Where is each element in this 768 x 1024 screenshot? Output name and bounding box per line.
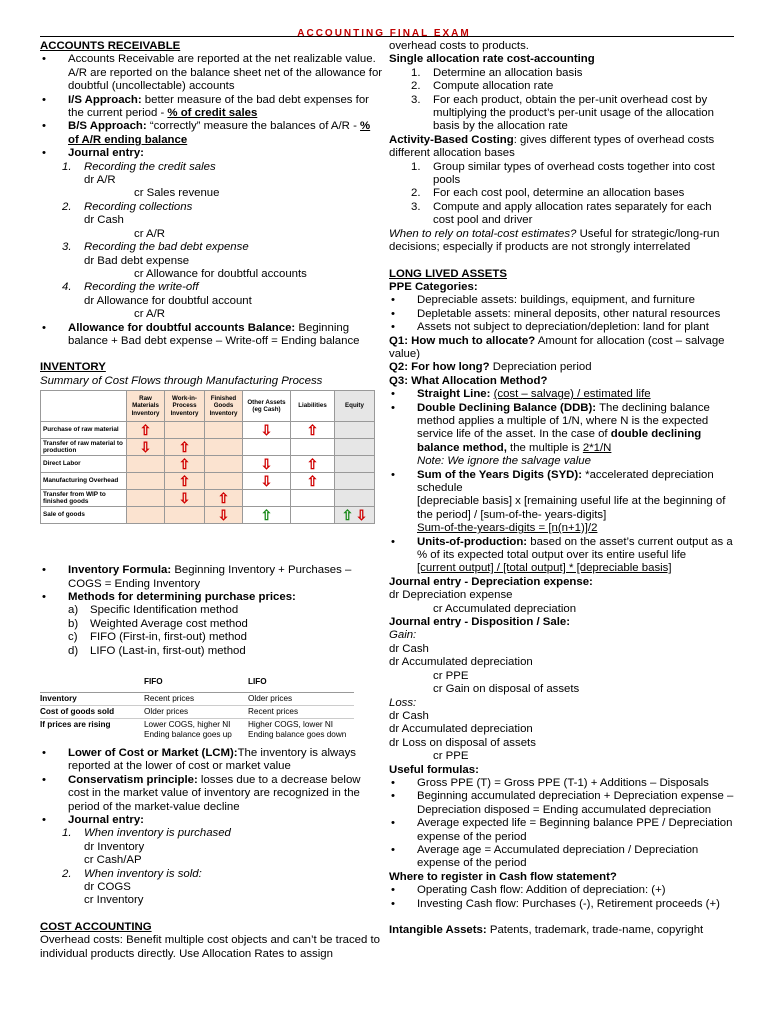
list-item: • Assets not subject to depreciation/depletion: land for plant — [389, 321, 734, 334]
down-arrow-icon: ⇩ — [217, 507, 230, 524]
down-arrow-icon: ⇩ — [178, 490, 191, 507]
table-cell — [165, 473, 205, 490]
ppe-heading: PPE Categories: — [389, 280, 478, 293]
table-row — [41, 490, 375, 507]
table-cell — [127, 473, 165, 490]
long-lived-assets-heading: LONG LIVED ASSETS — [389, 267, 507, 280]
down-arrow-icon: ⇩ — [139, 439, 152, 456]
table-cell — [127, 507, 165, 524]
step-item: 2. Compute allocation rate — [411, 80, 554, 93]
inventory-heading: INVENTORY — [40, 361, 106, 374]
inventory-bullet: • Methods for determining purchase prices: a) Specific Identification method b) Weighted Average cost method c) FIFO (First-in, first-out) method d) LIFO (Last-in, first-out) method — [40, 591, 383, 658]
table-cell — [243, 422, 291, 439]
table-row: If prices are rising Lower COGS, higher NI Ending balance goes up Higher COGS, lower NI Ending balance goes down — [40, 720, 347, 739]
up-arrow-icon: ⇧ — [306, 473, 319, 490]
ar-bullets — [40, 53, 383, 348]
ar-bullet: • I/S Approach: better measure of the bad debt expenses for the current period - % of credit sales — [40, 94, 383, 121]
intangible-assets: Intangible Assets: Patents, trademark, trade-name, copyright — [389, 924, 704, 936]
je-depreciation-heading: Journal entry - Depreciation expense: — [389, 575, 593, 588]
down-arrow-icon: ⇩ — [260, 473, 273, 490]
table-cell — [127, 456, 165, 473]
cost-continued: overhead costs to products. — [389, 40, 529, 52]
col-header: Liabilities — [291, 391, 335, 422]
method-item: b) Weighted Average cost method — [68, 617, 248, 630]
table-row — [41, 507, 375, 524]
fifo-lifo-table — [40, 676, 354, 741]
journal-entry: 3. Recording the bad debt expense dr Bad debt expense cr Allowance for doubtful accounts — [62, 241, 307, 280]
ar-bullet: • Allowance for doubtful accounts Balance: Beginning balance + Bad debt expense – Write-off = Ending balance — [40, 322, 383, 349]
ar-heading: ACCOUNTS RECEIVABLE — [40, 40, 181, 52]
table-cell — [335, 456, 375, 473]
table-cell — [205, 490, 243, 507]
cash-flow-heading: Where to register in Cash flow statement? — [389, 870, 617, 883]
inventory-bullet: • Conservatism principle: losses due to a decrease below cost in the market value of inventory are recognized in the period of the market-value decline — [40, 774, 383, 814]
table-row — [41, 439, 375, 456]
inventory-subtitle: Summary of Cost Flows through Manufacturing Process — [40, 374, 323, 387]
down-arrow-icon: ⇩ — [260, 422, 273, 439]
page-title: ACCOUNTING FINAL EXAM — [297, 28, 471, 39]
table-cell — [205, 456, 243, 473]
loss-label: Loss: — [389, 696, 417, 709]
up-arrow-icon: ⇧ — [306, 422, 319, 439]
table-row: Inventory Recent prices Older prices — [40, 693, 354, 706]
table-cell — [165, 456, 205, 473]
inventory-bullets-2 — [40, 747, 383, 908]
up-arrow-icon: ⇧ — [217, 490, 230, 507]
table-cell — [243, 473, 291, 490]
method-item: d) LIFO (Last-in, first-out) method — [68, 644, 246, 657]
q2: Q2: For how long? Depreciation period — [389, 361, 592, 374]
ar-bullet: • Accounts Receivable are reported at the net realizable value. A/R are reported on the balance sheet net of the allowance for doubtful (uncollectable) accounts — [40, 53, 383, 93]
green-up-arrow-icon: ⇧ — [260, 507, 273, 524]
down-arrow-icon: ⇩ — [260, 456, 273, 473]
up-arrow-icon: ⇧ — [178, 473, 191, 490]
list-item: • Units-of-production: based on the asset’s current output as a % of its expected total output over its entire useful life [current output] / [total output] * [depreciable basis] — [389, 536, 734, 576]
table-cell — [205, 473, 243, 490]
col-header: Work-in-Process Inventory — [165, 391, 205, 422]
col-header: Raw Materials Inventory — [127, 391, 165, 422]
q3: Q3: What Allocation Method? — [389, 374, 548, 387]
cost-accounting-text: Overhead costs: Benefit multiple cost objects and can’t be traced to individual products directly. Use Allocation Rates to assign — [40, 934, 381, 960]
cash-flow-list — [389, 884, 734, 911]
method-list — [68, 604, 383, 658]
list-item: • Operating Cash flow: Addition of depreciation: (+) — [389, 884, 734, 897]
col-header: Equity — [335, 391, 375, 422]
list-item: • Depreciable assets: buildings, equipment, and furniture — [389, 294, 734, 307]
step-item: 1. Determine an allocation basis — [411, 66, 583, 79]
journal-entry: 4. Recording the write-off dr Allowance for doubtful account cr A/R — [62, 281, 252, 321]
table-row — [41, 456, 375, 473]
cost-flow-table — [40, 390, 374, 560]
single-steps — [389, 67, 734, 134]
list-item: • Double Declining Balance (DDB): The declining balance method applies a multiple of 1/N, where N is the expected service life of the asset. In the case of double declining balance method, the multiple is 2*1/N Note: We ignore the salvage value — [389, 402, 734, 469]
list-item: • Sum of the Years Digits (SYD): *accelerated depreciation schedule [depreciable basis] x [remaining useful life at the beginning of the period] / [sum-of-the- years-digits] Sum-of-the-years-digits = [n(n+1)]/2 — [389, 469, 734, 536]
table-cell — [291, 439, 335, 456]
q1: Q1: How much to allocate? Amount for allocation (cost – salvage value) — [389, 334, 725, 360]
cost-flow-header-row — [41, 391, 375, 422]
formula-list — [389, 777, 734, 871]
table-row: Cost of goods sold Older prices Recent prices — [40, 706, 354, 719]
ar-journal-entries — [40, 161, 383, 322]
abc-paragraph: Activity-Based Costing: gives different types of overhead costs different allocation bases — [389, 133, 715, 160]
down-arrow-icon: ⇩ — [355, 507, 368, 524]
journal-entry: 1. When inventory is purchased dr Inventory cr Cash/AP — [62, 827, 231, 867]
table-cell — [165, 422, 205, 439]
step-item: 3. For each product, obtain the per-unit overhead cost by multiplying the product’s per-unit usage of the allocation basis by the allocation rate — [411, 93, 714, 133]
table-cell — [335, 439, 375, 456]
list-item: • Investing Cash flow: Purchases (-), Retirement proceeds (+) — [389, 898, 734, 911]
table-cell — [205, 507, 243, 524]
table-cell — [205, 439, 243, 456]
table-cell — [335, 490, 375, 507]
col-header: Finished Goods Inventory — [205, 391, 243, 422]
row-label: Transfer of raw material to production — [41, 439, 127, 456]
up-arrow-icon: ⇧ — [178, 456, 191, 473]
table-cell — [243, 507, 291, 524]
single-allocation-heading: Single allocation rate cost-accounting — [389, 53, 595, 66]
fifo-header: FIFO — [144, 676, 248, 693]
inventory-bullets — [40, 564, 383, 658]
table-cell — [291, 422, 335, 439]
ppe-list — [389, 294, 734, 334]
row-label: Sale of goods — [41, 507, 127, 524]
table-cell — [165, 507, 205, 524]
inventory-journal: • Journal entry: 1. When inventory is purchased dr Inventory cr Cash/AP 2. When inventory is sold: dr COGS cr Inventory — [40, 814, 383, 908]
table-cell — [335, 422, 375, 439]
cost-accounting-heading: COST ACCOUNTING — [40, 920, 152, 933]
table-cell — [127, 439, 165, 456]
ar-journal: • Journal entry: 1. Recording the credit sales dr A/R cr Sales revenue 2. Recording collections dr Cash cr A/R 3. Recording the bad debt expense dr Bad debt expense cr Allowance for doubtful accounts 4. Recording the write-off dr Allowance for doubtful account cr A/R — [40, 147, 383, 321]
green-up-arrow-icon: ⇧ — [341, 507, 354, 524]
list-item: • Straight Line: (cost – salvage) / estimated life — [389, 388, 734, 401]
up-arrow-icon: ⇧ — [178, 439, 191, 456]
list-item: • Average age = Accumulated depreciation / Depreciation expense of the period — [389, 844, 734, 871]
table-row — [41, 422, 375, 439]
left-column — [40, 40, 383, 961]
table-cell — [127, 422, 165, 439]
up-arrow-icon: ⇧ — [306, 456, 319, 473]
table-cell — [291, 507, 335, 524]
table-cell — [243, 490, 291, 507]
useful-formulas-heading: Useful formulas: — [389, 763, 479, 776]
journal-entry: 2. Recording collections dr Cash cr A/R — [62, 200, 193, 240]
ar-bullet: • B/S Approach: “correctly” measure the balances of A/R - % of A/R ending balance — [40, 120, 383, 147]
up-arrow-icon: ⇧ — [139, 422, 152, 439]
step-item: 2. For each cost pool, determine an allocation bases — [411, 187, 685, 200]
table-row — [41, 473, 375, 490]
inventory-bullet: • Lower of Cost or Market (LCM):The inventory is always reported at the lower of cost or market value — [40, 747, 383, 774]
method-item: c) FIFO (First-in, first-out) method — [68, 631, 247, 644]
row-label: Manufacturing Overhead — [41, 473, 127, 490]
journal-entry: 2. When inventory is sold: dr COGS cr Inventory — [62, 867, 202, 907]
journal-entry: 1. Recording the credit sales dr A/R cr Sales revenue — [62, 160, 220, 200]
method-bullets — [389, 388, 734, 576]
table-cell — [205, 422, 243, 439]
table-cell — [335, 473, 375, 490]
lifo-header: LIFO — [248, 676, 354, 693]
table-cell — [243, 439, 291, 456]
table-cell — [243, 456, 291, 473]
step-item: 3. Compute and apply allocation rates separately for each cost pool and driver — [411, 200, 712, 227]
row-label: Purchase of raw material — [41, 422, 127, 439]
list-item: • Beginning accumulated depreciation + Depreciation expense – Depreciation disposed = Ending accumulated depreciation — [389, 790, 734, 817]
row-label: Transfer from WIP to finished goods — [41, 490, 127, 507]
fifo-header-row — [40, 676, 354, 693]
col-header: Other Assets (eg Cash) — [243, 391, 291, 422]
rely-paragraph: When to rely on total-cost estimates? Useful for strategic/long-run decisions; especially if products are not strongly interrelated — [389, 227, 720, 254]
table-cell — [127, 490, 165, 507]
abc-steps — [389, 161, 734, 228]
table-cell — [335, 507, 375, 524]
inventory-bullet: • Inventory Formula: Beginning Inventory + Purchases – COGS = Ending Inventory — [40, 564, 383, 591]
table-cell — [165, 439, 205, 456]
je-disposition-heading: Journal entry - Disposition / Sale: — [389, 616, 571, 629]
list-item: • Gross PPE (T) = Gross PPE (T-1) + Additions – Disposals — [389, 777, 734, 790]
step-item: 1. Group similar types of overhead costs together into cost pools — [411, 160, 715, 187]
list-item: • Depletable assets: mineral deposits, other natural resources — [389, 308, 734, 321]
list-item: • Average expected life = Beginning balance PPE / Depreciation expense of the period — [389, 817, 734, 844]
row-label: Direct Labor — [41, 456, 127, 473]
table-cell — [291, 473, 335, 490]
table-cell — [165, 490, 205, 507]
gain-label: Gain: — [389, 629, 417, 642]
table-cell — [291, 456, 335, 473]
table-cell — [291, 490, 335, 507]
method-item: a) Specific Identification method — [68, 604, 239, 617]
right-column: overhead costs to products. Single allocation rate cost-accounting 1. Determine an allocation basis 2. Compute allocation rate 3. For each product, obtain the per-unit overhead cost by multiplying the product’s per-unit usage of the allocation basis by the allocation rate Activity-Based Costing: gives different types of overhead costs different allocation bases 1. Group similar types of overhead costs together into cost pools 2. For each cost pool, determine an allocation bases 3. Compute and apply allocation rates separately for each cost pool and driver When to rely on total-cost estimates? Useful for strategic/long-run decisions; especially if products are not strongly interrelated LONG LIVED ASSETS PPE Categories: • Depreciable assets: buildings, equipment, and furniture • Depletable assets: mineral deposits, other natural resources • Assets not subject to depreciation/depletion: land for plant Q1: How much to allocate? Amount for allocation (cost – salvage value) Q2: For how long? Depreciation period Q3: What Allocation Method? • Straight Line: (cost – salvage) / estimated life • Double Declining Balance (DDB): The declining balance method applies a multiple of 1/N, where N is the expected service life of the asset. In the case of double declining balance method, the multiple is 2*1/N Note: We ignore the salvage value • Sum of the Years Digits (SYD): *accelerated depreciation schedule [depreciable basis] x [remaining useful life at the beginning of the period] / [sum-of-the- years-digits] Sum-of-the-years-digits = [n(n+1)]/2 • Units-of-production: based on the asset’s current output as a % of its expected total output over its entire useful life [current output] / [total output] * [depreciable basis] Journal entry - Depreciation expense: dr Depreciation expense cr Accumulated depreciation Journal entry - Disposition / Sale: Gain: dr Cash dr Accumulated depreciation cr PPE cr Gain on disposal of assets Loss: dr Cash dr Accumulated depreciation dr Loss on disposal of assets cr PPE Useful formulas: • Gross PPE (T) = Gross PPE (T-1) + Additions – Disposals • Beginning accumulated depreciation + Depreciation expense – Depreciation disposed = Ending accumulated depreciation • Average expected life = Beginning balance PPE / Depreciation expense of the period • Average age = Accumulated depreciation / Depreciation expense of the period Where to register in Cash flow statement? • Operating Cash flow: Addition of depreciation: (+) • Investing Cash flow: Purchases (-), Retirement proceeds (+) Intangible Assets: Patents, trademark, trade-name, copyright — [389, 40, 734, 937]
